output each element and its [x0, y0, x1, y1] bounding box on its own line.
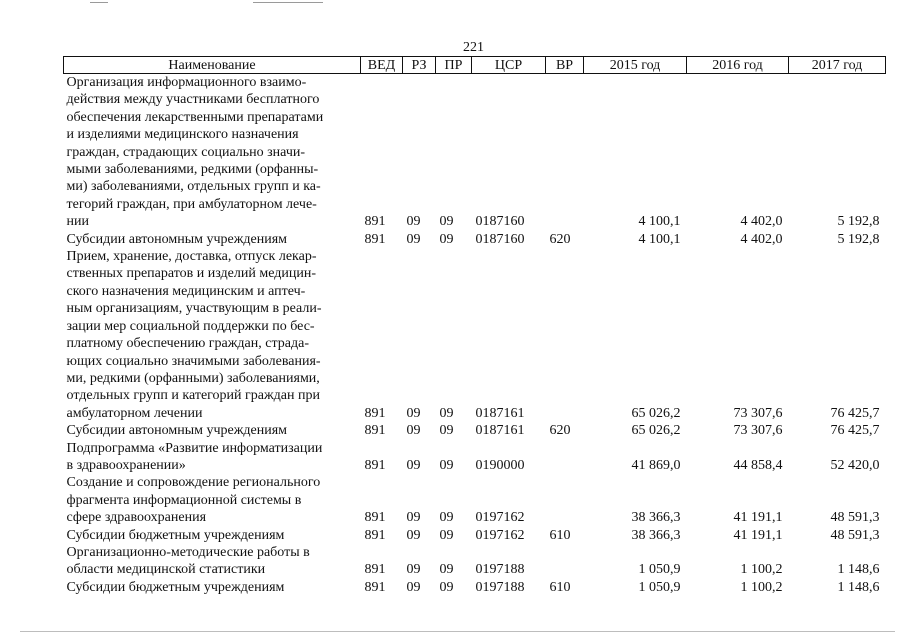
row-2017: 5 192,8: [837, 231, 880, 247]
row-ved: 891: [364, 423, 386, 439]
row-2017: 76 425,7: [830, 423, 880, 439]
row-2015: 65 026,2: [631, 405, 681, 421]
table-row: [64, 231, 886, 248]
row-2015: 41 869,0: [631, 457, 681, 473]
header-vr: ВР: [546, 57, 584, 74]
page-number: 221: [463, 40, 484, 55]
scan-artifact-top-left: [90, 2, 108, 3]
row-rz: 09: [406, 214, 421, 230]
row-name: Организация информационного взаимо- действия между участниками бесплатного обеспечения лекарственными препаратами и изделиями медицинского назначения граждан, страдающих социально значи- мыми заболеваниями, редкими (орфанны- ми) заболеваниями, отдельных групп и ка- тегорий граждан, при амбулаторном лече- нии: [66, 75, 324, 230]
row-csr: 0197188: [475, 562, 525, 578]
row-2017: 76 425,7: [830, 405, 880, 421]
row-name: Создание и сопровождение регионального фрагмента информационной системы в сфере здравоохранения: [66, 475, 321, 526]
row-rz: 09: [406, 579, 421, 595]
row-pr: 09: [439, 457, 454, 473]
row-pr: 09: [439, 405, 454, 421]
row-ved: 891: [364, 405, 386, 421]
row-2016: 41 191,1: [733, 510, 783, 526]
row-ved: 891: [364, 231, 386, 247]
row-name: Субсидии автономным учреждениям: [66, 423, 288, 439]
header-2017: 2017 год: [789, 57, 886, 74]
header-ved: ВЕД: [361, 57, 403, 74]
scan-artifact-top-mid: [253, 2, 323, 3]
table-row: [64, 440, 886, 475]
row-pr: 09: [439, 214, 454, 230]
row-ved: 891: [364, 214, 386, 230]
header-pr: ПР: [436, 57, 472, 74]
table-row: [64, 544, 886, 579]
row-vr: 620: [549, 231, 571, 247]
header-csr: ЦСР: [472, 57, 546, 74]
header-rz: РЗ: [403, 57, 436, 74]
row-pr: 09: [439, 562, 454, 578]
table-row: [64, 248, 886, 422]
row-pr: 09: [439, 527, 454, 543]
row-name: Подпрограмма «Развитие информатизации в здравоохранении»: [66, 440, 323, 473]
row-pr: 09: [439, 423, 454, 439]
row-ved: 891: [364, 510, 386, 526]
row-csr: 0187160: [475, 231, 525, 247]
row-rz: 09: [406, 423, 421, 439]
row-vr: [546, 440, 584, 475]
row-2017: 5 192,8: [837, 214, 880, 230]
row-rz: 09: [406, 405, 421, 421]
table-row: [64, 422, 886, 439]
row-2016: 4 402,0: [740, 231, 783, 247]
table-row: [64, 579, 886, 596]
row-2015: 1 050,9: [638, 579, 681, 595]
row-csr: 0190000: [475, 457, 525, 473]
row-ved: 891: [364, 579, 386, 595]
row-name: Субсидии бюджетным учреждениям: [66, 527, 285, 543]
row-rz: 09: [406, 510, 421, 526]
row-vr: 610: [549, 579, 571, 595]
row-2015: 4 100,1: [638, 231, 681, 247]
table-row: [64, 474, 886, 526]
row-rz: 09: [406, 231, 421, 247]
table-row: [64, 74, 886, 231]
row-2016: 73 307,6: [733, 423, 783, 439]
row-vr: [546, 474, 584, 526]
row-pr: 09: [439, 231, 454, 247]
row-rz: 09: [406, 527, 421, 543]
row-name: Субсидии автономным учреждениям: [66, 231, 288, 247]
row-2016: 4 402,0: [740, 214, 783, 230]
row-vr: 610: [549, 527, 571, 543]
header-2015: 2015 год: [584, 57, 687, 74]
row-vr: [546, 74, 584, 231]
row-pr: 09: [439, 579, 454, 595]
row-2016: 41 191,1: [733, 527, 783, 543]
row-csr: 0197188: [475, 579, 525, 595]
table-row: [64, 527, 886, 544]
row-2015: 65 026,2: [631, 423, 681, 439]
row-2016: 44 858,4: [733, 457, 783, 473]
row-name: Организационно-методические работы в области медицинской статистики: [66, 544, 310, 578]
row-2017: 52 420,0: [830, 457, 880, 473]
row-csr: 0187161: [475, 423, 525, 439]
row-csr: 0197162: [475, 527, 525, 543]
row-2015: 4 100,1: [638, 214, 681, 230]
row-2016: 73 307,6: [733, 405, 783, 421]
row-csr: 0197162: [475, 510, 525, 526]
row-2017: 1 148,6: [837, 579, 880, 595]
row-name: Субсидии бюджетным учреждениям: [66, 579, 285, 595]
row-rz: 09: [406, 457, 421, 473]
row-2017: 48 591,3: [830, 510, 880, 526]
header-name: Наименование: [64, 57, 361, 74]
row-2016: 1 100,2: [740, 562, 783, 578]
row-vr: 620: [549, 423, 571, 439]
row-vr: [546, 248, 584, 422]
row-name: Прием, хранение, доставка, отпуск лекар- ственных препаратов и изделий медицин- ского назначения медицинским и аптеч- ным организациям, участвующим в реали- зации мер социальной поддержки по бес- платному обеспечению граждан, страда- ющих социально значимыми заболевания- ми, редкими (орфанными) заболеваниями, отдельных групп и категорий граждан при амбулаторном лечении: [66, 249, 322, 421]
row-2016: 1 100,2: [740, 579, 783, 595]
row-2015: 38 366,3: [631, 510, 681, 526]
row-2015: 1 050,9: [638, 562, 681, 578]
table-body: [64, 74, 886, 597]
row-csr: 0187160: [475, 214, 525, 230]
row-2015: 38 366,3: [631, 527, 681, 543]
scan-artifact-bottom: [20, 631, 895, 632]
row-ved: 891: [364, 527, 386, 543]
row-ved: 891: [364, 562, 386, 578]
row-csr: 0187161: [475, 405, 525, 421]
row-2017: 48 591,3: [830, 527, 880, 543]
row-ved: 891: [364, 457, 386, 473]
budget-table: [63, 56, 886, 596]
table-header-row: [64, 57, 886, 74]
row-vr: [546, 544, 584, 579]
row-rz: 09: [406, 562, 421, 578]
row-2017: 1 148,6: [837, 562, 880, 578]
header-2016: 2016 год: [687, 57, 789, 74]
row-pr: 09: [439, 510, 454, 526]
